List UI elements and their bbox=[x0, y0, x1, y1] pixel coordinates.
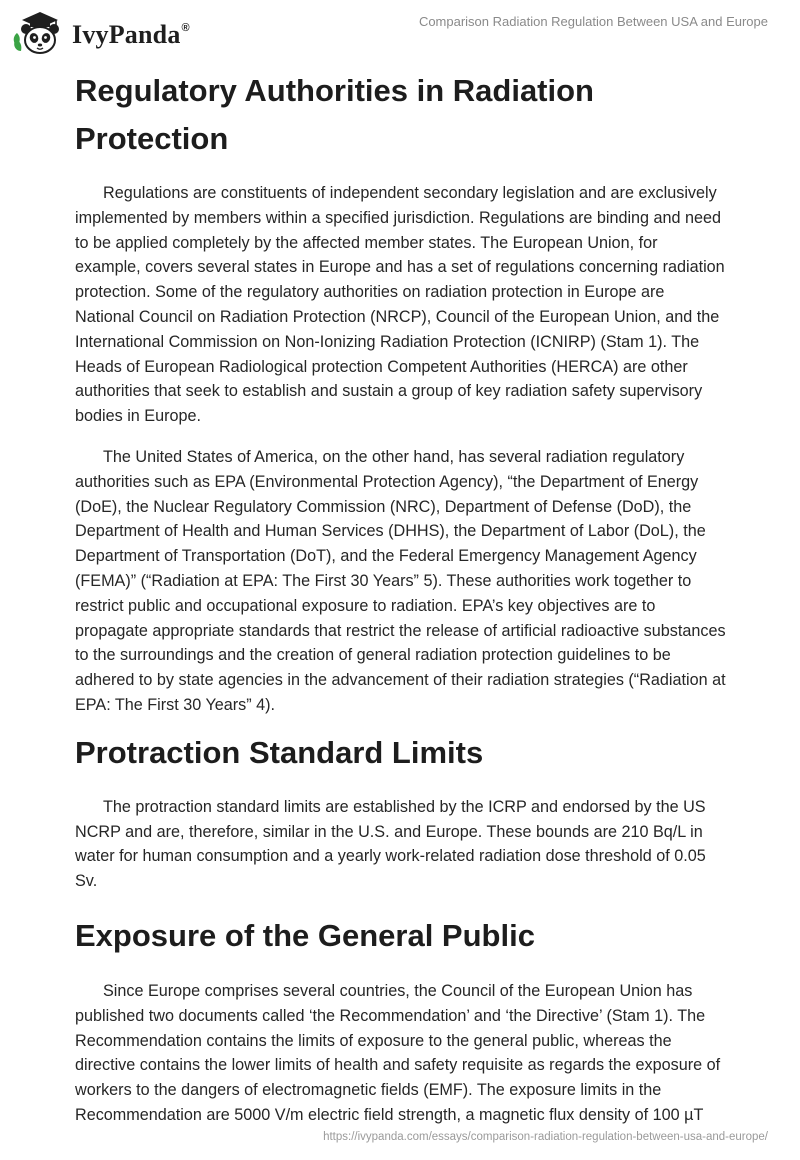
section-heading: Exposure of the General Public bbox=[75, 917, 535, 953]
section-heading: Regulatory Authorities in Radiation Protection bbox=[75, 73, 594, 156]
logo-text: IvyPanda bbox=[72, 20, 181, 49]
source-url-link[interactable]: https://ivypanda.com/essays/comparison-radiation-regulation-between-usa-and-europe/ bbox=[323, 1131, 768, 1143]
logo-wordmark bbox=[72, 20, 190, 50]
section-heading: Protraction Standard Limits bbox=[75, 734, 484, 770]
ivypanda-logo[interactable] bbox=[12, 6, 190, 58]
paragraph: Regulations are constituents of independent secondary legislation and are exclusively implemented by members within a specified jurisdiction. Regulations are binding and need to be applied completely by the affected member states. The European Union, for example, covers several states in Europe and has a set of regulations concerning radiation protection. Some of the regulatory authorities on radiation protection in Europe are National Council on Radiation Protection (NRCP), Council of the European Union, and the International Commission on Non-Ionizing Radiation Protection (ICNIRP) (Stam 1). The Heads of European Radiological protection Competent Authorities (HERCA) are other authorities that seek to establish and sustain a group of key radiation safety supervisory bodies in Europe. bbox=[75, 184, 725, 426]
page-header bbox=[0, 0, 800, 62]
registered-mark: ® bbox=[181, 22, 190, 35]
document-title: Comparison Radiation Regulation Between USA and Europe bbox=[418, 14, 768, 29]
panda-logo-icon bbox=[12, 6, 64, 58]
paragraph: Since Europe comprises several countries, the Council of the European Union has published two documents called ‘the Recommendation’ and ‘the Directive’ (Stam 1). The Recommendation contains the limits of exposure to the general public, whereas the directive contains the lower limits of health and safety requisite as regards the exposure of workers to the dangers of electromagnetic fields (EMF). The exposure limits in the Recommendation are 5000 V/m electric field strength, a magnetic flux density of 100 µT bbox=[75, 981, 721, 1124]
paragraph: The United States of America, on the other hand, has several radiation regulatory authorities such as EPA (Environmental Protection Agency), “the Department of Energy (DoE), the Nuclear Regulatory Commission (NRC), Department of Defense (DoD), the Department of Health and Human Services (DHHS), the Department of Labor (DoL), the Department of Transportation (DoT), and the Federal Emergency Management Agency (FEMA)” (“Radiation at EPA: The First 30 Years” 5). These authorities work together to restrict public and occupational exposure to radiation. EPA’s key objectives are to propagate appropriate standards that restrict the release of artificial radioactive substances to the surroundings and the creation of general radiation protection guidelines to be adhered to by state agencies in the advancement of their radiation strategies (“Radiation at EPA: The First 30 Years” 4). bbox=[75, 447, 726, 714]
paragraph: The protraction standard limits are established by the ICRP and endorsed by the US NCRP and are, therefore, similar in the U.S. and Europe. These bounds are 210 Bq/L in water for human consumption and a yearly work-related radiation dose threshold of 0.05 Sv. bbox=[75, 797, 706, 891]
essay-content bbox=[75, 66, 727, 1128]
